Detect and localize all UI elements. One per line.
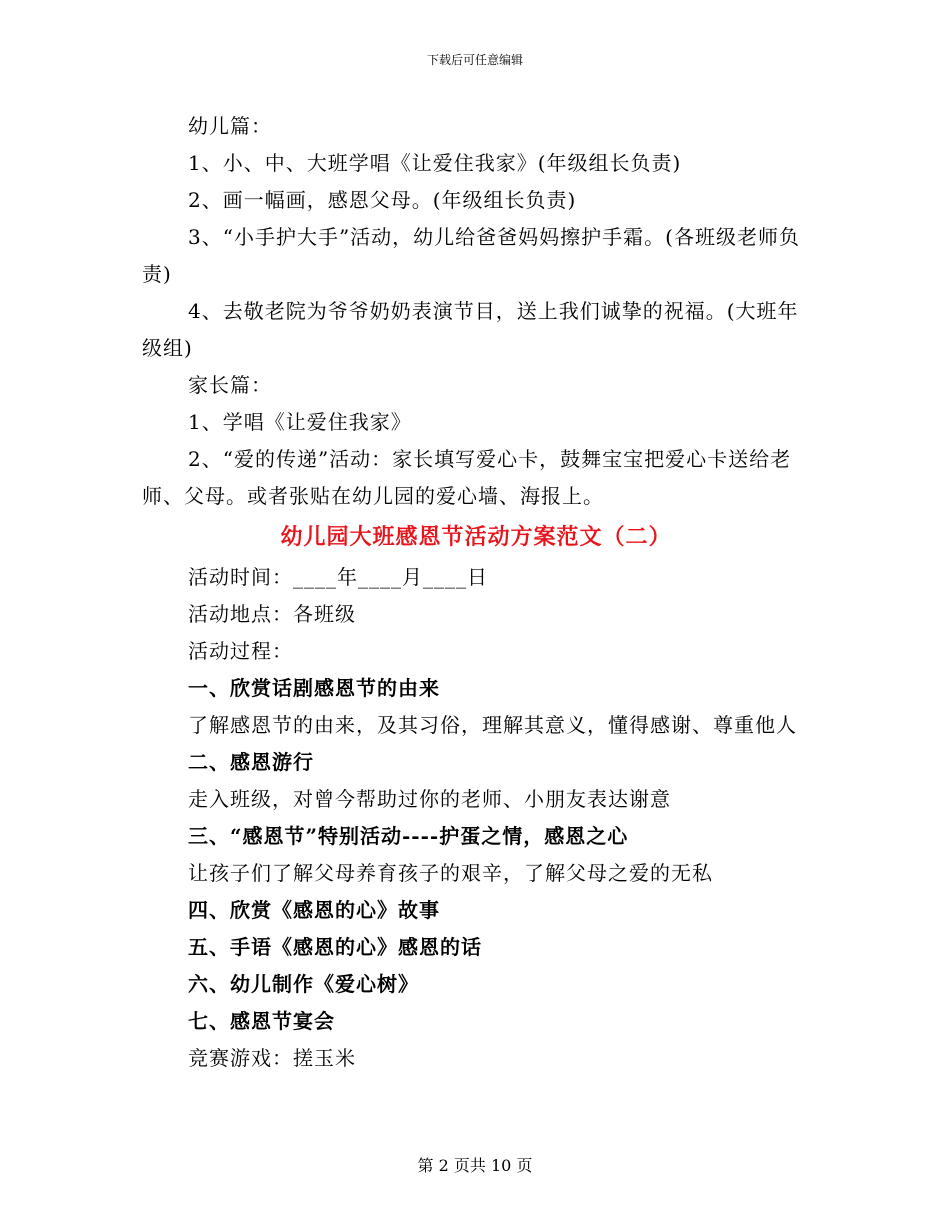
heading-step-5: 五、手语《感恩的心》感恩的话 bbox=[188, 935, 482, 959]
paragraph-step-3-detail: 让孩子们了解父母养育孩子的艰辛，了解父母之爱的无私 bbox=[188, 861, 713, 885]
paragraph-children-item-1: 1、小、中、大班学唱《让爱住我家》(年级组长负责) bbox=[188, 151, 682, 175]
paragraph-parents-item-2: 2、“爱的传递”活动：家长填写爱心卡，鼓舞宝宝把爱心卡送给老师、父母。或者张贴在幼儿园的爱心墙、海报上。 bbox=[142, 447, 792, 508]
paragraph-step-1-detail: 了解感恩节的由来，及其习俗，理解其意义，懂得感谢、尊重他人 bbox=[188, 713, 797, 737]
paragraph-activity-process: 活动过程： bbox=[188, 639, 293, 663]
heading-step-1: 一、欣赏话剧感恩节的由来 bbox=[188, 676, 440, 700]
paragraph-step-2-detail: 走入班级，对曾今帮助过你的老师、小朋友表达谢意 bbox=[188, 787, 671, 811]
paragraph-game: 竞赛游戏：搓玉米 bbox=[188, 1046, 356, 1070]
heading-step-6: 六、幼儿制作《爱心树》 bbox=[188, 972, 419, 996]
page-header: 下载后可任意编辑 bbox=[426, 53, 523, 67]
paragraph-activity-location: 活动地点：各班级 bbox=[188, 602, 356, 626]
paragraph-children-item-2: 2、画一幅画，感恩父母。(年级组长负责) bbox=[188, 188, 577, 212]
paragraph-parents-item-1: 1、学唱《让爱住我家》 bbox=[188, 410, 412, 434]
heading-step-7: 七、感恩节宴会 bbox=[188, 1009, 335, 1033]
paragraph-children-item-3: 3、“小手护大手”活动，幼儿给爸爸妈妈擦护手霜。(各班级老师负责) bbox=[142, 225, 800, 286]
paragraph-parents-heading: 家长篇： bbox=[188, 373, 272, 397]
heading-step-3: 三、“感恩节”特别活动----护蛋之情，感恩之心 bbox=[188, 824, 629, 848]
heading-step-2: 二、感恩游行 bbox=[188, 750, 314, 774]
page-footer: 第 2 页共 10 页 bbox=[417, 1156, 533, 1175]
paragraph-children-heading: 幼儿篇： bbox=[188, 114, 272, 138]
section-title: 幼儿园大班感恩节活动方案范文（二） bbox=[280, 524, 672, 550]
paragraph-children-item-4: 4、去敬老院为爷爷奶奶表演节目，送上我们诚挚的祝福。(大班年级组) bbox=[142, 299, 799, 360]
paragraph-activity-time: 活动时间：____年____月____日 bbox=[188, 565, 488, 589]
heading-step-4: 四、欣赏《感恩的心》故事 bbox=[188, 898, 440, 922]
document-body bbox=[142, 108, 810, 1077]
